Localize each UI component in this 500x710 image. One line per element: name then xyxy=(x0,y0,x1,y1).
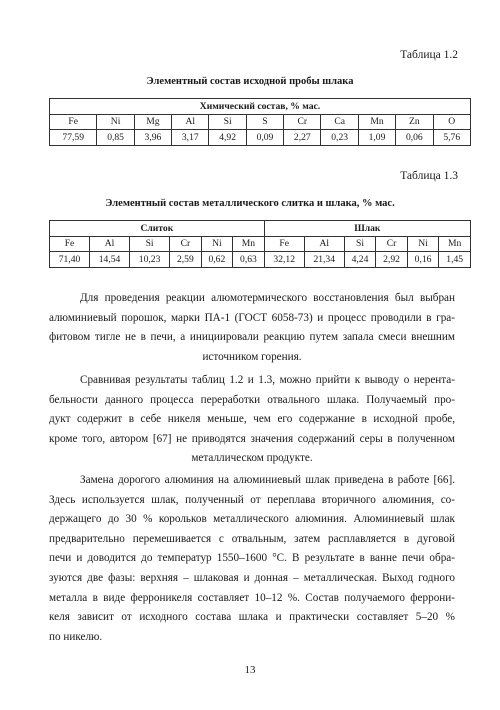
text-line: зуются две фазы: верхняя – шлаковая и донная – металлическая. Выход годного xyxy=(49,571,455,584)
header-cell: Mn xyxy=(233,236,265,252)
text-line: бельности данного процесса переработки отвального шлака. Получаемый про- xyxy=(49,393,455,406)
value-cell: 4,92 xyxy=(209,130,246,146)
text-line: келя зависит от исходного состава шлака и практически составляет 5–20 % xyxy=(49,611,455,624)
text-line: Здесь используется шлак, полученный от переплава вторичного алюминия, со- xyxy=(49,493,455,506)
table-1-2-header-row xyxy=(50,114,471,130)
table-1-3-header-row xyxy=(50,236,471,252)
text-line: Замена дорогого алюминия на алюминиевый шлак приведена в работе [66]. xyxy=(80,474,455,486)
header-cell: Ni xyxy=(201,236,233,252)
text-line: дукт содержит в себе никеля меньше, чем его содержание в исходной пробе, xyxy=(49,413,455,426)
text-line: Для проведения реакции алюмотермического восстановления был выбран xyxy=(80,292,455,304)
value-cell: 10,23 xyxy=(130,252,170,268)
value-cell: 3,17 xyxy=(172,130,209,146)
paragraph-1 xyxy=(49,289,455,367)
header-cell: Mn xyxy=(358,114,395,130)
header-cell: Si xyxy=(130,236,170,252)
text-line: металла в виде ферроникеля составляет 10–12 %. Состав получаемого феррони- xyxy=(49,591,455,604)
table-1-3-group-ingot: Слиток xyxy=(50,221,265,237)
text-line: алюминиевый порошок, марки ПА-1 (ГОСТ 6058-73) и процесс проводили в гра- xyxy=(49,311,455,324)
header-cell: Cr xyxy=(170,236,202,252)
text-line: предварительно перемешивается с отвальным, затем расплавляется в дуговой xyxy=(49,532,455,545)
value-cell: 32,12 xyxy=(264,252,304,268)
value-cell: 0,16 xyxy=(407,252,439,268)
table-1-3-value-row xyxy=(50,252,471,268)
table-1-3-caption: Таблица 1.3 xyxy=(400,170,458,182)
header-cell: Al xyxy=(304,236,344,252)
value-cell: 0,09 xyxy=(246,130,283,146)
table-1-3 xyxy=(49,220,471,268)
text-line: источником горения. xyxy=(202,350,302,363)
value-cell: 0,06 xyxy=(396,130,433,146)
value-cell: 5,76 xyxy=(433,130,470,146)
header-cell: Si xyxy=(344,236,376,252)
header-cell: Cr xyxy=(376,236,408,252)
header-cell: Ca xyxy=(321,114,358,130)
text-line: кроме того, автором [67] не приводятся значения содержаний серы в полученном xyxy=(49,432,455,445)
header-cell: Fe xyxy=(50,236,90,252)
text-line: держащего до 30 % корольков металлического алюминия. Алюминиевый шлак xyxy=(49,513,455,526)
header-cell: Al xyxy=(172,114,209,130)
value-cell: 14,54 xyxy=(90,252,130,268)
header-cell: O xyxy=(433,114,470,130)
table-1-2-title: Элементный состав исходной пробы шлака xyxy=(146,76,354,87)
table-1-2-value-row xyxy=(50,130,471,146)
table-1-2-group-header: Химический состав, % мас. xyxy=(50,99,471,115)
header-cell: Al xyxy=(90,236,130,252)
header-cell: Ni xyxy=(407,236,439,252)
value-cell: 4,24 xyxy=(344,252,376,268)
header-cell: Si xyxy=(209,114,246,130)
paragraph-2 xyxy=(49,371,455,469)
value-cell: 1,09 xyxy=(358,130,395,146)
header-cell: Fe xyxy=(264,236,304,252)
value-cell: 77,59 xyxy=(50,130,97,146)
value-cell: 2,27 xyxy=(284,130,321,146)
table-1-3-title: Элементный состав металлического слитка и шлака, % мас. xyxy=(105,198,395,209)
text-line: металлическом продукте. xyxy=(191,452,313,465)
value-cell: 2,59 xyxy=(170,252,202,268)
header-cell: Mn xyxy=(439,236,471,252)
value-cell: 0,85 xyxy=(97,130,134,146)
value-cell: 1,45 xyxy=(439,252,471,268)
header-cell: S xyxy=(246,114,283,130)
header-cell: Mg xyxy=(134,114,171,130)
value-cell: 21,34 xyxy=(304,252,344,268)
table-1-2 xyxy=(49,98,471,146)
text-line: по никелю. xyxy=(49,630,103,643)
header-cell: Zn xyxy=(396,114,433,130)
header-cell: Fe xyxy=(50,114,97,130)
value-cell: 3,96 xyxy=(134,130,171,146)
value-cell: 0,62 xyxy=(201,252,233,268)
paragraph-3 xyxy=(49,471,455,647)
table-1-3-group-slag: Шлак xyxy=(264,221,470,237)
value-cell: 2,92 xyxy=(376,252,408,268)
table-1-2-caption: Таблица 1.2 xyxy=(400,49,458,61)
value-cell: 0,23 xyxy=(321,130,358,146)
text-line: фитовом тигле не в печи, а инициировали реакцию путем запала смеси внешним xyxy=(49,331,455,344)
value-cell: 0,63 xyxy=(233,252,265,268)
text-line: печи и доводится до температур 1550–1600 °С. В результате в ванне печи обра- xyxy=(49,552,455,565)
header-cell: Cr xyxy=(284,114,321,130)
text-line: Сравнивая результаты таблиц 1.2 и 1.3, можно прийти к выводу о нерента- xyxy=(80,374,455,386)
page-number: 13 xyxy=(244,664,256,676)
header-cell: Ni xyxy=(97,114,134,130)
value-cell: 71,40 xyxy=(50,252,90,268)
